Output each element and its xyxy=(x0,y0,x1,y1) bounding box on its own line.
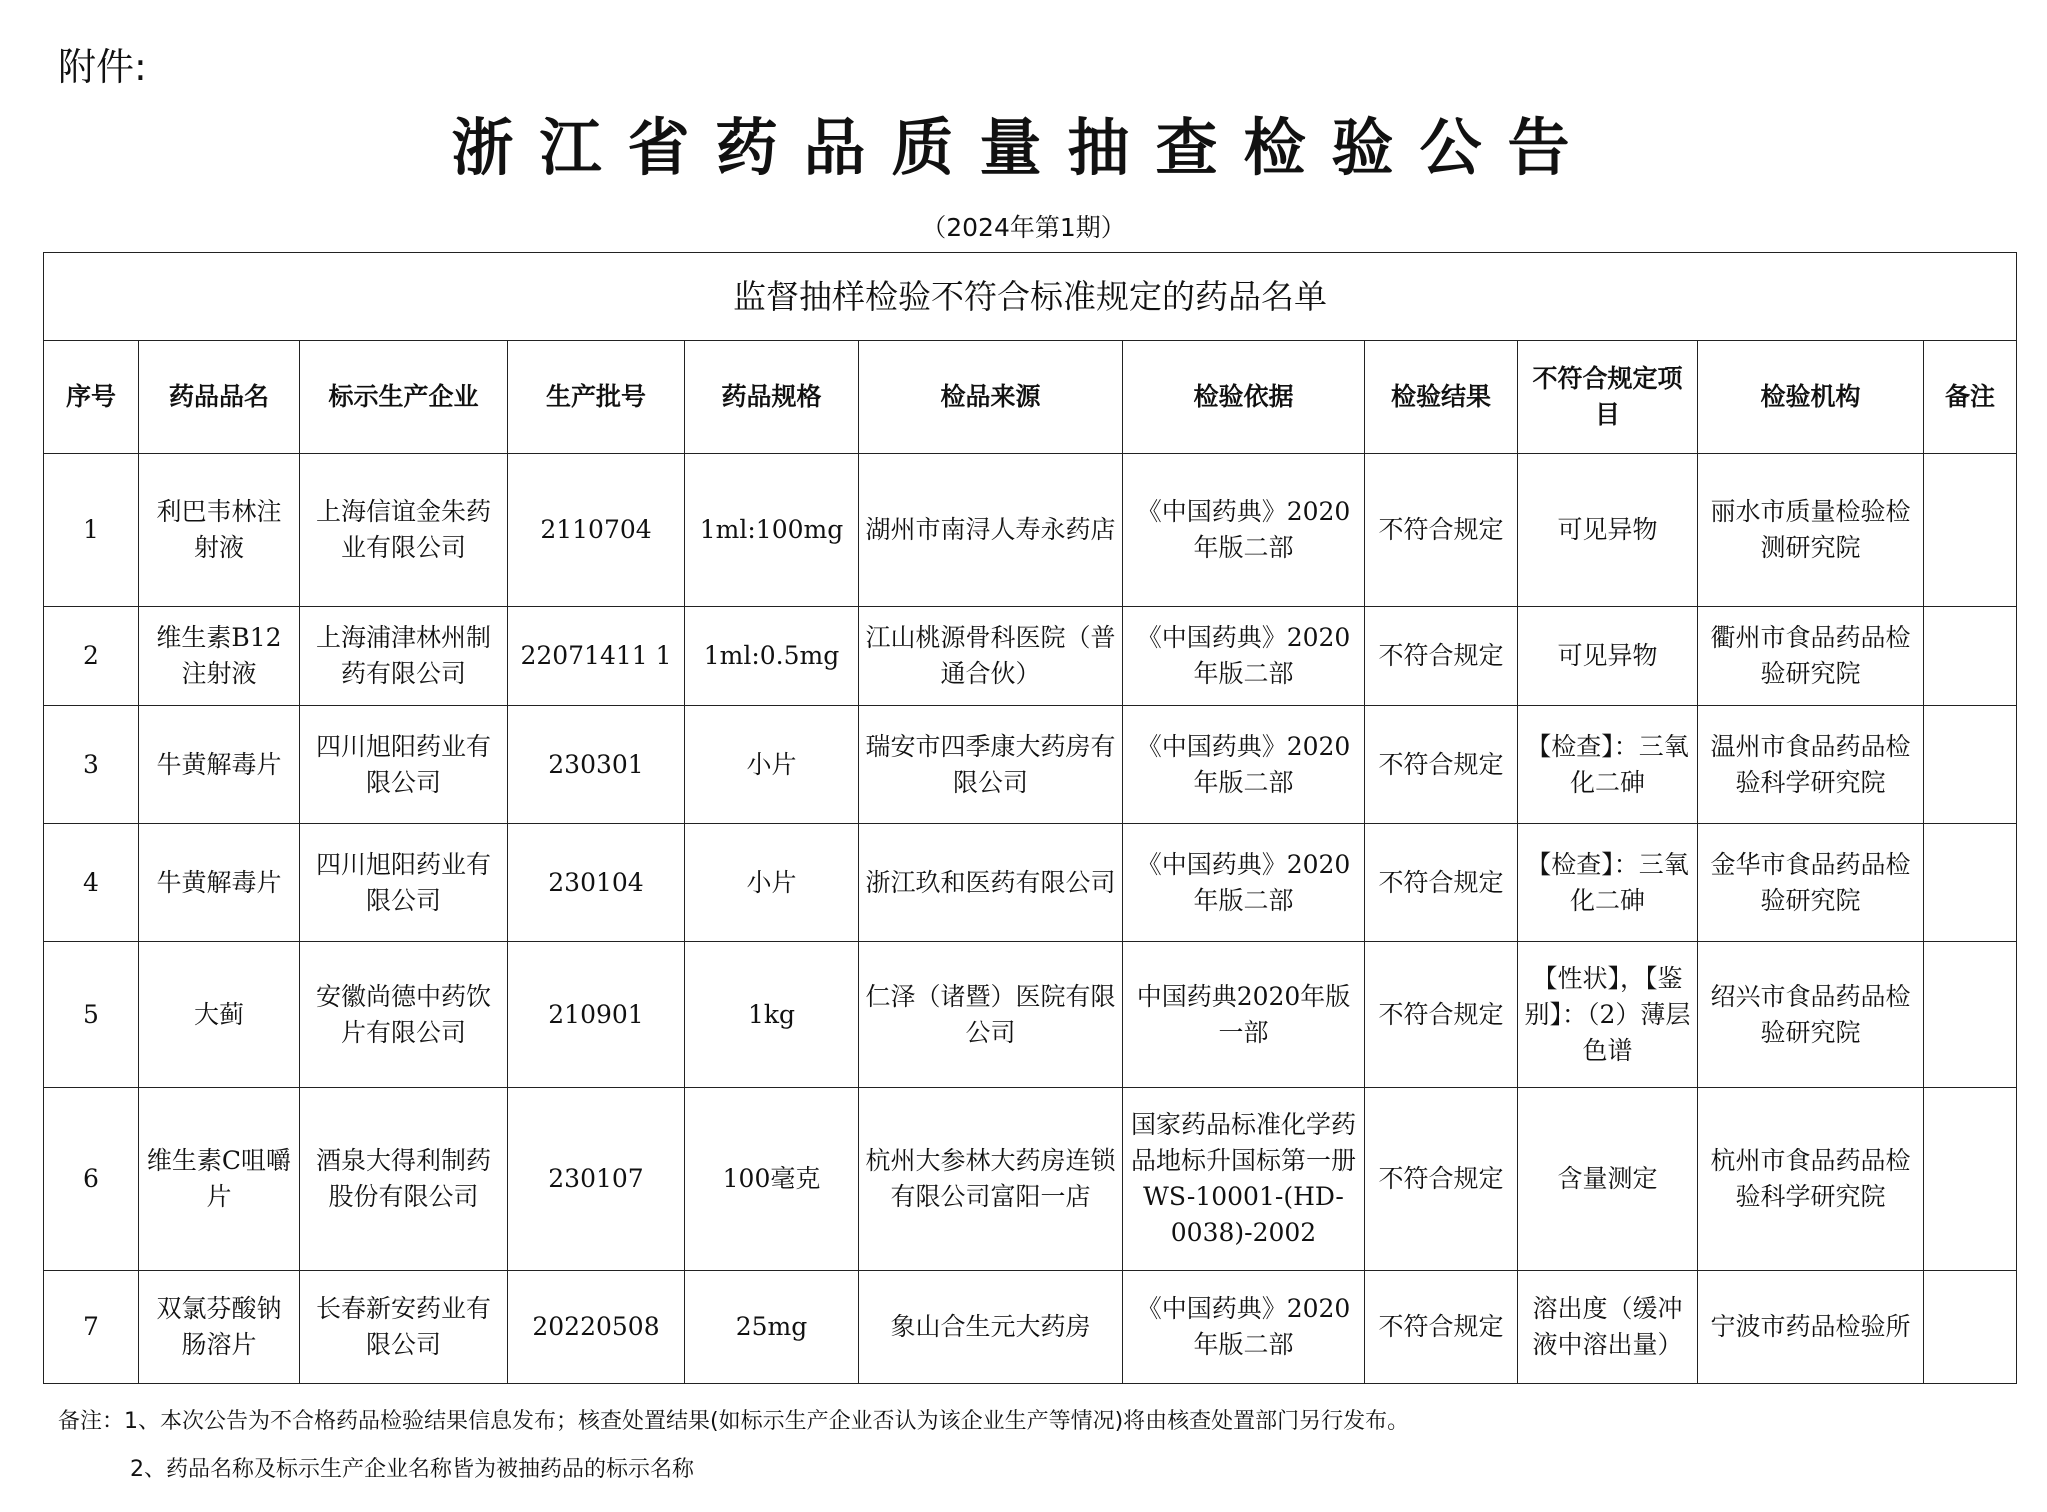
note-2: 2、药品名称及标示生产企业名称皆为被抽药品的标示名称 xyxy=(130,1457,694,1482)
table-cell: 不符合规定 xyxy=(1365,824,1518,942)
table-cell: 安徽尚德中药饮片有限公司 xyxy=(300,942,508,1088)
table-cell: 湖州市南浔人寿永药店 xyxy=(859,454,1123,607)
table-cell: 杭州大参林大药房连锁有限公司富阳一店 xyxy=(859,1088,1123,1271)
table-cell: 四川旭阳药业有限公司 xyxy=(300,706,508,824)
attachment-label: 附件: xyxy=(58,45,147,89)
column-header: 序号 xyxy=(44,341,139,454)
table-cell: 上海信谊金朱药业有限公司 xyxy=(300,454,508,607)
table-cell: 6 xyxy=(44,1088,139,1271)
table-cell: 20220508 xyxy=(508,1271,685,1384)
table-cell: 杭州市食品药品检验科学研究院 xyxy=(1698,1088,1924,1271)
table-cell: 不符合规定 xyxy=(1365,942,1518,1088)
table-cell: 2 xyxy=(44,607,139,706)
table-cell: 四川旭阳药业有限公司 xyxy=(300,824,508,942)
table-cell: 230107 xyxy=(508,1088,685,1271)
table-cell: 江山桃源骨科医院（普通合伙） xyxy=(859,607,1123,706)
table-cell: 《中国药典》2020年版二部 xyxy=(1123,454,1365,607)
table-row xyxy=(44,706,2017,824)
table-cell: 利巴韦林注射液 xyxy=(139,454,300,607)
table-cell: 金华市食品药品检验研究院 xyxy=(1698,824,1924,942)
table-cell: 【检查】：三氧化二砷 xyxy=(1518,824,1698,942)
table-cell: 1kg xyxy=(685,942,859,1088)
table-cell xyxy=(1924,454,2017,607)
table-cell: 丽水市质量检验检测研究院 xyxy=(1698,454,1924,607)
table-row xyxy=(44,942,2017,1088)
issue-number: （2024年第1期） xyxy=(921,213,1126,242)
table-cell: 牛黄解毒片 xyxy=(139,706,300,824)
table-cell: 《中国药典》2020年版二部 xyxy=(1123,706,1365,824)
table-cell: 国家药品标准化学药品地标升国标第一册WS-10001-(HD-0038)-2002 xyxy=(1123,1088,1365,1271)
table-cell: 5 xyxy=(44,942,139,1088)
table-cell: 210901 xyxy=(508,942,685,1088)
table-cell xyxy=(1924,607,2017,706)
table-cell: 象山合生元大药房 xyxy=(859,1271,1123,1384)
column-header: 检验结果 xyxy=(1365,341,1518,454)
table-cell: 绍兴市食品药品检验研究院 xyxy=(1698,942,1924,1088)
table-cell: 牛黄解毒片 xyxy=(139,824,300,942)
table-cell: 【性状】，【鉴别】：（2）薄层色谱 xyxy=(1518,942,1698,1088)
table-cell: 仁泽（诸暨）医院有限公司 xyxy=(859,942,1123,1088)
table-cell: 宁波市药品检验所 xyxy=(1698,1271,1924,1384)
column-header: 检验依据 xyxy=(1123,341,1365,454)
table-cell: 可见异物 xyxy=(1518,607,1698,706)
table-cell: 不符合规定 xyxy=(1365,607,1518,706)
table-cell: 双氯芬酸钠肠溶片 xyxy=(139,1271,300,1384)
table-cell: 大蓟 xyxy=(139,942,300,1088)
table-caption: 监督抽样检验不符合标准规定的药品名单 xyxy=(44,253,2017,341)
table-cell: 1ml:0.5mg xyxy=(685,607,859,706)
noncompliant-drug-table xyxy=(43,252,2017,1384)
column-header: 生产批号 xyxy=(508,341,685,454)
column-header: 检验机构 xyxy=(1698,341,1924,454)
table-row xyxy=(44,1088,2017,1271)
table-cell: 不符合规定 xyxy=(1365,1271,1518,1384)
table-cell: 1 xyxy=(44,454,139,607)
table-cell: 3 xyxy=(44,706,139,824)
column-header: 备注 xyxy=(1924,341,2017,454)
table-cell: 1ml:100mg xyxy=(685,454,859,607)
table-cell: 不符合规定 xyxy=(1365,706,1518,824)
table-cell: 2110704 xyxy=(508,454,685,607)
table-cell: 不符合规定 xyxy=(1365,454,1518,607)
table-cell: 中国药典2020年版一部 xyxy=(1123,942,1365,1088)
table-cell: 22071411 1 xyxy=(508,607,685,706)
table-row xyxy=(44,454,2017,607)
table-cell xyxy=(1924,1088,2017,1271)
table-cell: 小片 xyxy=(685,706,859,824)
note-1: 备注：1、本次公告为不合格药品检验结果信息发布；核查处置结果(如标示生产企业否认为该企业生产等情况)将由核查处置部门另行发布。 xyxy=(58,1409,1410,1434)
table-cell: 《中国药典》2020年版二部 xyxy=(1123,607,1365,706)
table-cell: 长春新安药业有限公司 xyxy=(300,1271,508,1384)
table-cell xyxy=(1924,824,2017,942)
page-title: 浙江省药品质量抽查检验公告 xyxy=(451,111,1596,184)
table-cell: 酒泉大得利制药股份有限公司 xyxy=(300,1088,508,1271)
column-header: 药品品名 xyxy=(139,341,300,454)
table-cell: 含量测定 xyxy=(1518,1088,1698,1271)
table-cell: 《中国药典》2020年版二部 xyxy=(1123,1271,1365,1384)
table-cell: 《中国药典》2020年版二部 xyxy=(1123,824,1365,942)
table-cell xyxy=(1924,942,2017,1088)
table-cell: 4 xyxy=(44,824,139,942)
table-cell: 瑞安市四季康大药房有限公司 xyxy=(859,706,1123,824)
column-header: 药品规格 xyxy=(685,341,859,454)
table-cell: 小片 xyxy=(685,824,859,942)
table-cell: 7 xyxy=(44,1271,139,1384)
table-cell: 230104 xyxy=(508,824,685,942)
table-cell: 100毫克 xyxy=(685,1088,859,1271)
table-cell: 可见异物 xyxy=(1518,454,1698,607)
table-cell: 溶出度（缓冲液中溶出量） xyxy=(1518,1271,1698,1384)
table-cell: 230301 xyxy=(508,706,685,824)
table-cell xyxy=(1924,1271,2017,1384)
column-header: 标示生产企业 xyxy=(300,341,508,454)
table-cell: 衢州市食品药品检验研究院 xyxy=(1698,607,1924,706)
table-cell: 上海浦津林州制药有限公司 xyxy=(300,607,508,706)
table-row xyxy=(44,607,2017,706)
table-cell: 维生素B12注射液 xyxy=(139,607,300,706)
table-cell: 【检查】：三氧化二砷 xyxy=(1518,706,1698,824)
table-cell: 维生素C咀嚼片 xyxy=(139,1088,300,1271)
table-cell: 25mg xyxy=(685,1271,859,1384)
column-header: 不符合规定项目 xyxy=(1518,341,1698,454)
table-cell xyxy=(1924,706,2017,824)
table-row xyxy=(44,1271,2017,1384)
column-header: 检品来源 xyxy=(859,341,1123,454)
table-cell: 浙江玖和医药有限公司 xyxy=(859,824,1123,942)
table-cell: 温州市食品药品检验科学研究院 xyxy=(1698,706,1924,824)
table-row xyxy=(44,824,2017,942)
table-cell: 不符合规定 xyxy=(1365,1088,1518,1271)
